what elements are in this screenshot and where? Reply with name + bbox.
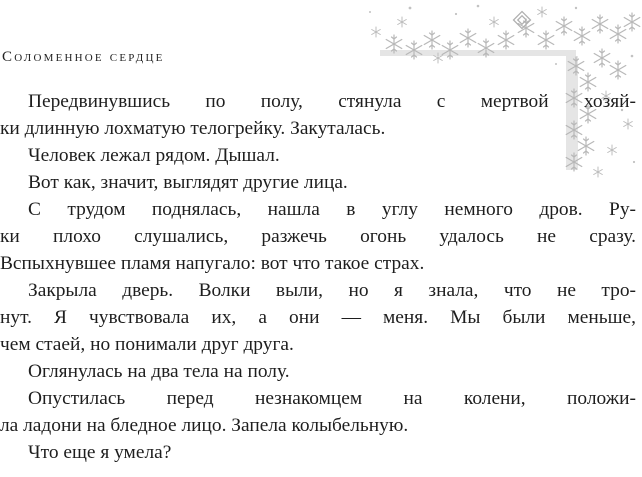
text-line: Передвинувшись по полу, стянула с мертвой хозяй- [28,91,636,112]
running-head: Соломенное сердце [2,49,165,65]
text-line: Человек лежал рядом. Дышал. [28,145,280,166]
text-line: Вспыхнувшее пламя напугало: вот что такое страх. [0,253,425,274]
text-line: ла ладони на бледное лицо. Запела колыбельную. [0,415,409,436]
text-line: Что еще я умела? [28,442,172,463]
text-line: ки длинную лохматую телогрейку. Закуталась. [0,118,386,139]
text-line: Закрыла дверь. Волки выли, но я знала, что не тро- [28,280,636,301]
text-line: Опустилась перед незнакомцем на колени, положи- [28,388,636,409]
text-line: С трудом поднялась, нашла в углу немного дров. Ру- [28,199,636,220]
text-line: чем стаей, но понимали друг друга. [0,334,294,355]
text-line: Вот как, значит, выглядят другие лица. [28,172,348,193]
text-line: ки плохо слушались, разжечь огонь удалось не сразу. [0,226,636,247]
text-line: нут. Я чувствовала их, а они — меня. Мы были меньше, [0,307,636,328]
text-line: Оглянулась на два тела на полу. [28,361,290,382]
